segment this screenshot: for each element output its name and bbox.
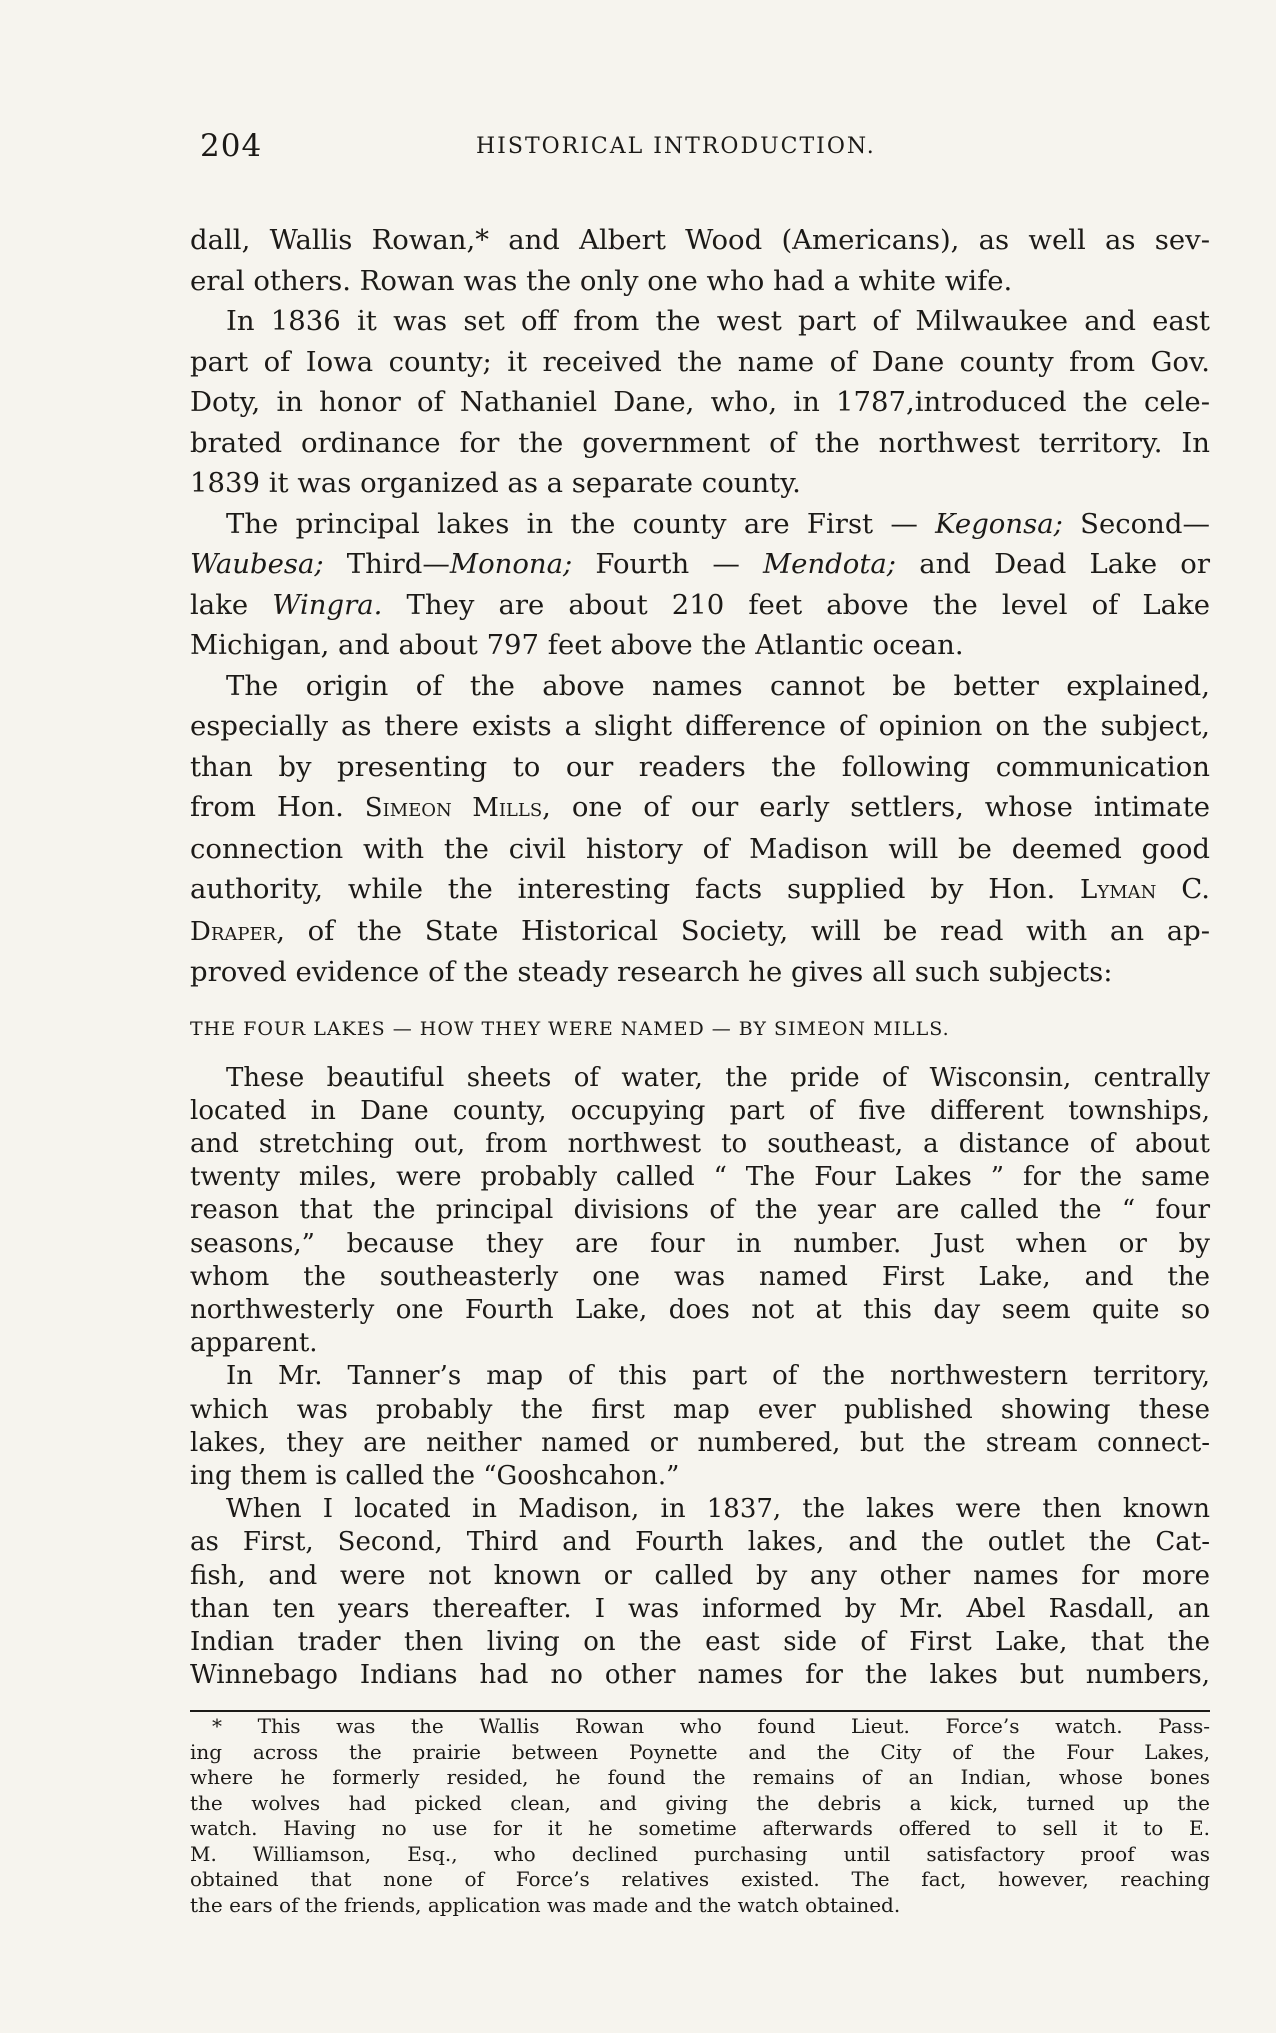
footnote-line: obtained that none of Force’s relatives existed. The fact, however, reaching [190,1867,1210,1892]
text-span: C. [1156,873,1210,905]
text-line: fish, and were not known or called by any other names for more [190,1560,1210,1591]
footnote [190,1716,1210,1916]
text-span: Third— [323,548,450,580]
lake-name: Mendota; [763,548,897,580]
quoted-letter [190,1062,1210,1693]
text-line: eral others. Rowan was the only one who had a white wife. [190,264,1013,297]
text-line [190,544,1210,585]
text-line: and stretching out, from northwest to southeast, a distance of about [190,1128,1210,1159]
text-span: They are about 210 feet above the level of Lake [382,588,1211,621]
text-line: which was probably the first map ever published showing these [190,1394,1210,1425]
lake-name: Monona; [449,548,573,580]
text-span: Second— [1062,507,1210,540]
text-span: from Hon. [190,791,365,823]
footnote-line: M. Williamson, Esq., who declined purchasing until satisfactory proof was [190,1841,1210,1866]
page-number: 204 [200,128,263,164]
text-line: brated ordinance for the government of the northwest territory. In [190,426,1210,459]
text-line [190,1062,1210,1095]
lake-name: Kegonsa; [935,507,1063,540]
text-line: than by presenting to our readers the following communication [190,750,1210,783]
text-span: In Mr. Tanner’s map of this part of the northwestern territory, [226,1361,1210,1392]
text-line: seasons,” because they are four in number. Just when or by [190,1228,1210,1259]
text-line: Indian trader then living on the east side of First Lake, that the [190,1626,1210,1657]
text-line: twenty miles, were probably called “ The Four Lakes ” for the same [190,1162,1210,1193]
running-title: HISTORICAL INTRODUCTION. [476,134,876,159]
text-line [190,504,1210,545]
text-line [190,301,1210,342]
text-span: * This was the Wallis Rowan who found Lieut. Force’s watch. Pass- [212,1714,1210,1739]
page-body [190,220,1210,1916]
person-name: Lyman [1080,875,1157,905]
text-span: The origin of the above names cannot be better explained, [226,669,1210,702]
text-line: proved evidence of the steady research he gives all such subjects: [190,956,1113,988]
text-line: Doty, in honor of Nathaniel Dane, who, in 1787,introduced the cele- [190,386,1210,418]
footnote-line: ing across the prairie between Poynette and the City of the Four Lakes, [190,1739,1210,1764]
text-line: located in Dane county, occupying part of five different townships, [190,1095,1210,1126]
text-line [190,1493,1210,1526]
text-line: part of Iowa county; it received the name of Dane county from Gov. [190,345,1210,378]
text-span: lake [190,588,273,621]
text-span: When I located in Madison, in 1837, the lakes were then known [226,1494,1210,1525]
text-span: authority, while the interesting facts supplied by Hon. [190,873,1081,905]
footnote-line: watch. Having no use for it he sometime afterwards offered to sell it to E. [190,1816,1210,1841]
main-text [190,220,1210,993]
text-line [190,1360,1210,1393]
footnote-line [190,1716,1210,1738]
text-span: In 1836 it was set off from the west part of Milwaukee and east [226,305,1210,337]
text-line: northwesterly one Fourth Lake, does not at this day seem quite so [190,1294,1210,1325]
text-line: 1839 it was organized as a separate county. [190,467,801,499]
text-line [190,787,1210,829]
person-name: Simeon Mills [364,793,543,823]
text-line: ing them is called the “Gooshcahon.” [190,1460,680,1491]
section-heading: THE FOUR LAKES — HOW THEY WERE NAMED — BY SIMEON MILLS. [190,1017,950,1040]
text-line [190,666,1210,707]
text-line: than ten years thereafter. I was informed by Mr. Abel Rasdall, an [190,1593,1210,1624]
text-line: connection with the civil history of Madison will be deemed good [190,832,1210,865]
text-line [190,869,1210,911]
text-line: Winnebago Indians had no other names for the lakes but numbers, [190,1660,1210,1691]
text-line: Michigan, and about 797 feet above the Atlantic ocean. [190,629,964,661]
text-line: dall, Wallis Rowan,* and Albert Wood (Americans), as well as sev- [190,224,1210,256]
lake-name: Wingra. [272,588,383,621]
text-span: The principal lakes in the county are First — [226,507,936,540]
text-span: and Dead Lake or [896,548,1211,580]
text-span: Fourth — [572,548,764,580]
footnote-line: the wolves had picked clean, and giving the debris a kick, turned up the [190,1790,1210,1815]
text-line [190,585,1210,626]
text-line: whom the southeasterly one was named First Lake, and the [190,1261,1210,1292]
lake-name: Waubesa; [190,548,324,580]
text-line [190,911,1210,953]
footnote-line: where he formerly resided, he found the remains of an Indian, whose bones [190,1765,1210,1790]
person-name: Draper [190,916,277,947]
text-span: These beautiful sheets of water, the pride of Wisconsin, centrally [226,1062,1210,1093]
text-line: apparent. [190,1328,318,1359]
text-span: , one of our early settlers, whose intimate [542,791,1211,823]
text-line: reason that the principal divisions of the year are called the “ four [190,1195,1210,1226]
page-header [200,128,1150,168]
text-line: as First, Second, Third and Fourth lakes, and the outlet the Cat- [190,1527,1210,1558]
text-line: lakes, they are neither named or numbered, but the stream connect- [190,1427,1210,1458]
footnote-line: the ears of the friends, application was made and the watch obtained. [190,1892,901,1917]
text-span: , of the State Historical Society, will be read with an ap- [276,914,1210,947]
text-line: especially as there exists a slight difference of opinion on the subject, [190,710,1210,742]
footnote-rule [190,1710,1210,1712]
